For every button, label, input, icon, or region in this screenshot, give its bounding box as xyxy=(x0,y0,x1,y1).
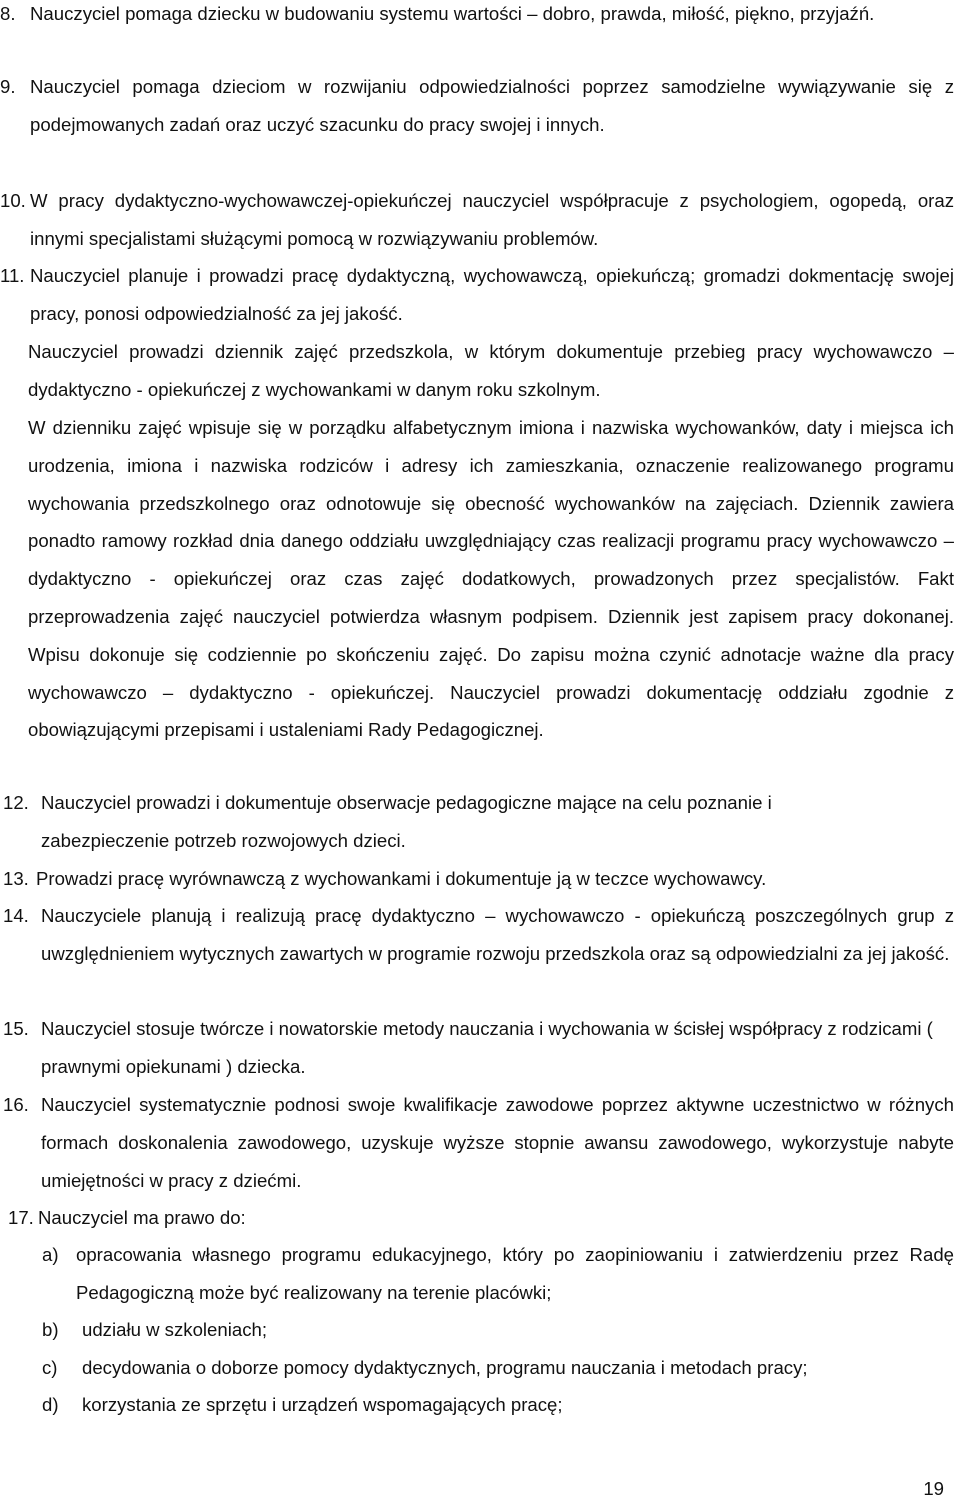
page-number: 19 xyxy=(923,1478,944,1499)
list-number: 8. xyxy=(0,3,16,24)
list-item-text: Nauczyciele planują i realizują pracę dydaktyczno – wychowawczo - opiekuńczą poszczególnych grup z uwzględnieniem wytycznych zawartych w programie rozwoju przedszkola oraz są odpowiedzialni za jej jakość. xyxy=(41,905,954,964)
sub-item-c xyxy=(0,1349,954,1387)
list-item-15 xyxy=(0,1010,954,1086)
list-item-12 xyxy=(0,784,954,860)
list-item-text: Nauczyciel ma prawo do: xyxy=(38,1207,246,1228)
sub-item-letter: a) xyxy=(42,1244,59,1265)
list-number: 16. xyxy=(3,1094,29,1115)
list-number: 11. xyxy=(0,265,25,286)
list-item-17 xyxy=(0,1199,954,1237)
sub-item-letter: b) xyxy=(42,1319,59,1340)
list-item-14 xyxy=(0,897,954,973)
list-item-text: W pracy dydaktyczno-wychowawczej-opiekuńczej nauczyciel współpracuje z psychologiem, ogopedą, oraz innymi specjalistami służącymi pomocą w rozwiązywaniu problemów. xyxy=(30,190,954,249)
list-number: 13. xyxy=(3,868,29,889)
sub-item-text: decydowania o doborze pomocy dydaktycznych, programu nauczania i metodach pracy; xyxy=(82,1357,808,1378)
list-item-10 xyxy=(0,182,954,258)
paragraph-diary: Nauczyciel prowadzi dziennik zajęć przedszkola, w którym dokumentuje przebieg pracy wychowawczo – dydaktyczno - opiekuńczej z wychowankami w danym roku szkolnym. xyxy=(28,341,954,400)
list-number: 15. xyxy=(3,1018,29,1039)
sub-item-text: udziału w szkoleniach; xyxy=(82,1319,268,1340)
sub-item-text: opracowania własnego programu edukacyjnego, który po zaopiniowaniu i zatwierdzeniu przez Radę Pedagogiczną może być realizowany na terenie placówki; xyxy=(76,1244,954,1303)
list-item-13 xyxy=(0,860,954,898)
list-item-text: Nauczyciel systematycznie podnosi swoje kwalifikacje zawodowe poprzez aktywne uczestnictwo w różnych formach doskonalenia zawodowego, uzyskuje wyższe stopnie awansu zawodowego, wykorzystuje nabyte umiejętności w pracy z dziećmi. xyxy=(41,1094,954,1191)
sub-item-b xyxy=(0,1311,954,1349)
list-item-text: Prowadzi pracę wyrównawczą z wychowankami i dokumentuje ją w teczce wychowawcy. xyxy=(36,868,767,889)
sub-item-a xyxy=(0,1236,954,1312)
list-number: 10. xyxy=(0,190,26,211)
list-item-text: Nauczyciel pomaga dziecku w budowaniu systemu wartości – dobro, prawda, miłość, piękno, przyjaźń. xyxy=(30,3,875,24)
list-number: 17. xyxy=(8,1207,34,1228)
list-item-8 xyxy=(0,0,954,33)
sub-item-letter: d) xyxy=(42,1394,59,1415)
list-item-9 xyxy=(0,68,954,144)
list-item-text: Nauczyciel planuje i prowadzi pracę dydaktyczną, wychowawczą, opiekuńczą; gromadzi dokmentację swojej pracy, ponosi odpowiedzialność za jej jakość. xyxy=(30,265,954,324)
list-item-text: Nauczyciel prowadzi i dokumentuje obserwacje pedagogiczne mające na celu poznanie i zabezpieczenie potrzeb rozwojowych dzieci. xyxy=(41,792,772,851)
list-item-16 xyxy=(0,1086,954,1199)
sub-item-text: korzystania ze sprzętu i urządzeń wspomagających pracę; xyxy=(82,1394,563,1415)
list-item-11 xyxy=(0,257,954,333)
list-number: 9. xyxy=(0,76,16,97)
sub-item-d xyxy=(0,1386,954,1424)
list-item-text: Nauczyciel stosuje twórcze i nowatorskie metody nauczania i wychowania w ścisłej współpracy z rodzicami ( prawnymi opiekunami ) dziecka. xyxy=(41,1018,933,1077)
sub-item-letter: c) xyxy=(42,1357,58,1378)
list-number: 14. xyxy=(3,905,29,926)
list-number: 12. xyxy=(3,792,29,813)
paragraph-diary-details: W dzienniku zajęć wpisuje się w porządku alfabetycznym imiona i nazwiska wychowanków, daty i miejsca ich urodzenia, imiona i nazwiska rodziców i adresy ich zamieszkania, oznaczenie realizowanego programu wychowania przedszkolnego oraz odnotowuje się obecność wychowanków na zajęciach. Dziennik zawiera ponadto ramowy rozkład dnia danego oddziału uwzględniający czas realizacji programu pracy wychowawczo – dydaktyczno - opiekuńczej oraz czas zajęć dodatkowych, prowadzonych przez specjalistów. Fakt przeprowadzenia zajęć nauczyciel potwierdza własnym podpisem. Dziennik jest zapisem pracy dokonanej. Wpisu dokonuje się codziennie po skończeniu zajęć. Do zapisu można czynić adnotacje ważne dla pracy wychowawczo – dydaktyczno - opiekuńczej. Nauczyciel prowadzi dokumentację oddziału zgodnie z obowiązującymi przepisami i ustaleniami Rady Pedagogicznej. xyxy=(28,417,954,741)
list-item-text: Nauczyciel pomaga dzieciom w rozwijaniu odpowiedzialności poprzez samodzielne wywiązywanie się z podejmowanych zadań oraz uczyć szacunku do pracy swojej i innych. xyxy=(30,76,954,135)
